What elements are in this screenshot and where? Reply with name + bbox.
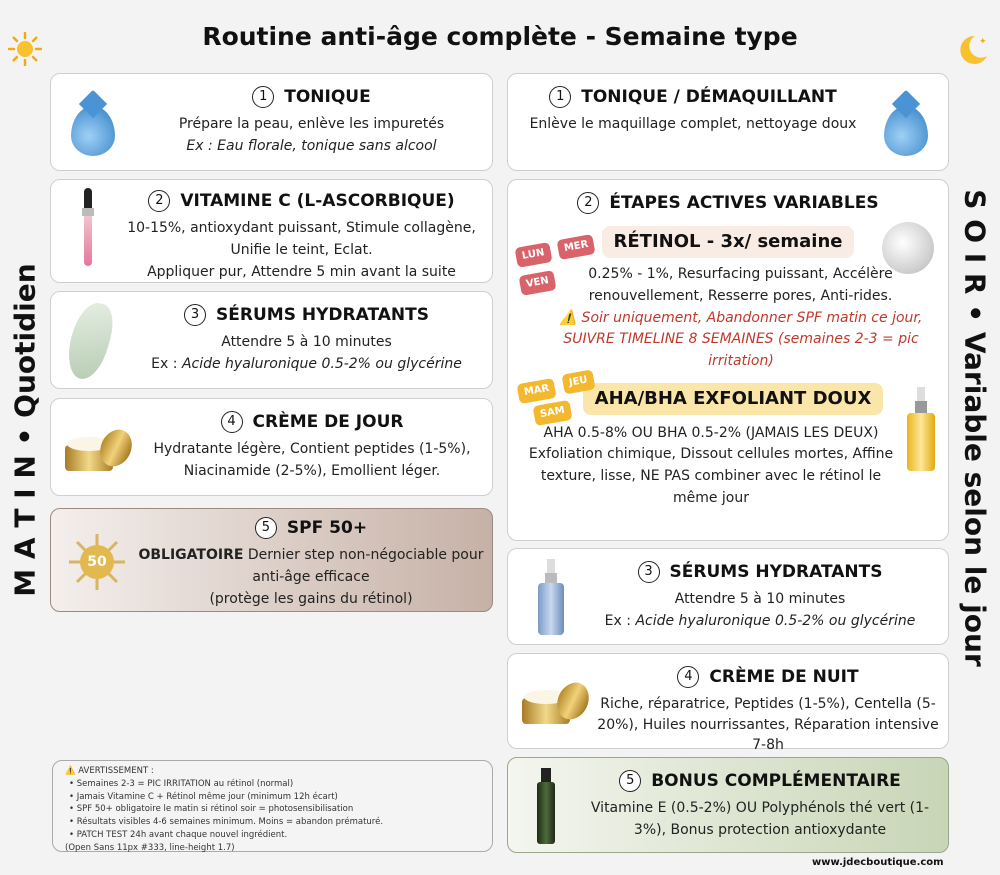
warning-box [52, 760, 493, 852]
aha-section [508, 374, 948, 510]
step-text: Enlève le maquillage complet, nettoyage doux [529, 116, 857, 133]
example-prefix: Ex : [151, 356, 178, 373]
day-badge-jeu: JEU [562, 369, 596, 394]
warning-item: • SPF 50+ obligatoire le matin si rétinol soir = photosensibilisation [69, 804, 354, 815]
warning-item: • Semaines 2-3 = PIC IRRITATION au rétinol (normal) [69, 778, 294, 789]
spf-sun-icon [69, 534, 125, 590]
step-title: SPF 50+ [286, 518, 368, 538]
morning-step-5 [50, 508, 493, 612]
warning-title: ⚠️ AVERTISSEMENT : [65, 766, 154, 776]
retinol-texture-icon [882, 222, 934, 274]
step-text: Vitamine E (0.5-2%) OU Polyphénols thé vert (1-3%), Bonus protection antioxydante [590, 800, 930, 839]
step-number: 5 [619, 770, 641, 792]
step-text: Riche, réparatrice, Peptides (1-5%), Centella (5-20%), Huiles nourrissantes, Réparation intensive 7-8h [597, 696, 939, 753]
evening-side-label: S O I R • Variable selon le jour [958, 189, 992, 667]
step-text: Attendre 5 à 10 minutes [674, 591, 846, 608]
footer-website: www.jdecboutique.com [812, 857, 944, 868]
example-prefix: Ex : [604, 613, 631, 630]
day-badge-mar: MAR [517, 378, 557, 404]
serum-bottle-icon [906, 387, 936, 477]
serum-swatch-icon [62, 298, 119, 383]
step-number: 3 [184, 304, 206, 326]
morning-step-4 [50, 398, 493, 496]
day-badge-mer: MER [557, 234, 596, 260]
sun-icon [8, 32, 42, 66]
step-text: Appliquer pur, Attendre 5 min avant la suite [147, 263, 456, 280]
step-title: CRÈME DE NUIT [709, 667, 859, 687]
retinol-text: 0.25% - 1%, Resurfacing puissant, Accélère renouvellement, Resserre pores, Anti-rides. [588, 266, 893, 304]
warning-note: (Open Sans 11px #333, line-height 1.7) [65, 842, 235, 853]
step-title: TONIQUE / DÉMAQUILLANT [581, 87, 837, 107]
step-number: 4 [677, 666, 699, 688]
evening-step-1 [507, 73, 949, 171]
day-badge-sam: SAM [533, 400, 573, 426]
warning-item: • Jamais Vitamine C + Rétinol même jour (minimum 12h écart) [69, 791, 338, 802]
step-title: TONIQUE [284, 87, 371, 107]
step-number: 5 [255, 517, 277, 539]
warning-item: • PATCH TEST 24h avant chaque nouvel ingrédient. [69, 829, 288, 840]
step-title: SÉRUMS HYDRATANTS [669, 562, 883, 582]
step-text: Dernier step non-négociable pour anti-âge efficace [247, 547, 484, 586]
step-title: SÉRUMS HYDRATANTS [216, 305, 429, 325]
step-text: (protège les gains du rétinol) [209, 590, 413, 607]
step-text: Attendre 5 à 10 minutes [221, 334, 392, 351]
day-badge-lun: LUN [515, 242, 552, 267]
evening-step-2 [507, 179, 949, 541]
step-number: 3 [638, 561, 660, 583]
step-text: 10-15%, antioxydant puissant, Stimule collagène, Unifie le teint, Eclat. [127, 220, 476, 259]
evening-step-4 [507, 653, 949, 753]
morning-side-label: M A T I N • Quotidien [8, 263, 42, 597]
step-text: Prépare la peau, enlève les impuretés [178, 116, 445, 133]
svg-text:✦: ✦ [979, 37, 987, 47]
retinol-warning: ⚠️ Soir uniquement, Abandonner SPF matin ce jour, SUIVRE TIMELINE 8 SEMAINES (semaines 2-3 = pic irritation) [559, 309, 923, 369]
step-title: BONUS COMPLÉMENTAIRE [651, 771, 901, 791]
mandatory-label: OBLIGATOIRE [138, 547, 244, 564]
aha-title: AHA/BHA EXFOLIANT DOUX [583, 383, 884, 415]
step-number: 2 [577, 192, 599, 214]
step-example: Ex : Eau florale, tonique sans alcool [186, 138, 437, 155]
dropper-icon [81, 188, 95, 274]
step-text: Hydratante légère, Contient peptides (1-5%), Niacinamide (2-5%), Emollient léger. [153, 441, 471, 480]
morning-step-1 [50, 73, 493, 171]
step-number: 1 [549, 86, 571, 108]
warning-item: • Résultats visibles 4-6 semaines minimum. Moins = abandon prématuré. [69, 817, 384, 827]
evening-step-3 [507, 548, 949, 645]
water-drop-icon [71, 106, 115, 156]
bonus-bottle-icon [536, 768, 556, 846]
evening-step-5 [507, 757, 949, 853]
page-title: Routine anti-âge complète - Semaine type [202, 22, 798, 51]
step-number: 4 [221, 411, 243, 433]
step-example: Acide hyaluronique 0.5-2% ou glycérine [635, 613, 916, 630]
step-number: 1 [252, 86, 274, 108]
retinol-title: RÉTINOL - 3x/ semaine [602, 226, 855, 258]
step-title: ÉTAPES ACTIVES VARIABLES [609, 193, 879, 213]
morning-step-3 [50, 291, 493, 389]
step-number: 2 [148, 190, 170, 212]
morning-step-2 [50, 179, 493, 283]
moon-icon [955, 32, 991, 68]
cream-jar-icon [65, 429, 131, 471]
serum-bottle-icon [536, 559, 566, 639]
day-badge-ven: VEN [519, 270, 557, 295]
water-drop-icon [884, 106, 928, 156]
step-title: CRÈME DE JOUR [252, 412, 404, 432]
aha-text: AHA 0.5-8% OU BHA 0.5-2% (JAMAIS LES DEUX) Exfoliation chimique, Dissout cellules mortes, Affine texture, lisse, NE PAS combiner avec le rétinol le même jour [528, 424, 894, 506]
spf-icon-label: 50 [87, 554, 107, 570]
step-example: Acide hyaluronique 0.5-2% ou glycérine [181, 356, 462, 373]
step-title: VITAMINE C (L-ASCORBIQUE) [180, 191, 455, 211]
cream-jar-icon [522, 682, 588, 724]
